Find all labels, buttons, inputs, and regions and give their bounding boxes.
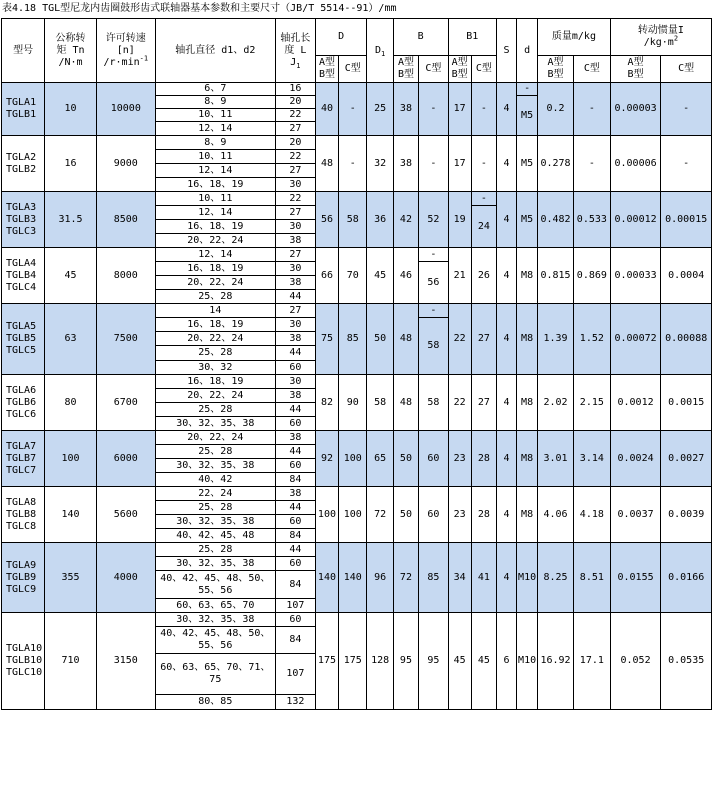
speed-cell: 6700 bbox=[96, 375, 155, 431]
bore-cell: 30、32、35、38 bbox=[155, 557, 275, 571]
col-speed-header: 许可转速 [n] $/r\cdot\min^{-1}$ bbox=[96, 19, 155, 83]
D1-cell: 128 bbox=[367, 613, 393, 710]
bore-cell: 60、63、65、70 bbox=[155, 599, 275, 613]
D-ab-cell: 82 bbox=[315, 375, 338, 431]
length-cell: 30 bbox=[275, 262, 315, 276]
torque-cell: 355 bbox=[45, 543, 97, 613]
col-torque-header: 公称转 矩 Tn /N·m bbox=[45, 19, 97, 83]
S-cell: 4 bbox=[497, 83, 517, 136]
B1-c-cell: 45 bbox=[471, 613, 496, 710]
table-row bbox=[2, 431, 712, 445]
table-row bbox=[2, 543, 712, 557]
inertia-c-cell: 0.00015 bbox=[661, 192, 712, 248]
S-cell: 4 bbox=[497, 192, 517, 248]
D-c-cell: - bbox=[339, 83, 367, 136]
bore-cell: 16、18、19 bbox=[155, 178, 275, 192]
d-cell: M8 bbox=[517, 248, 538, 304]
bore-cell: 30、32、35、38 bbox=[155, 613, 275, 627]
col-B1-header: B1 bbox=[448, 19, 496, 56]
bore-cell: 6、7 bbox=[155, 83, 275, 96]
model-cell: TGLA4 TGLB4 TGLC4 bbox=[2, 248, 45, 304]
bore-cell: 40、42 bbox=[155, 473, 275, 487]
speed-cell: 3150 bbox=[96, 613, 155, 710]
inertia-ab-cell: 0.00072 bbox=[610, 304, 661, 375]
sub-header-D-c: C型 bbox=[339, 56, 367, 83]
B-c-cell: 60 bbox=[419, 487, 448, 543]
bore-cell: 80、85 bbox=[155, 695, 275, 710]
model-cell: TGLA3 TGLB3 TGLC3 bbox=[2, 192, 45, 248]
bore-cell: 20、22、24 bbox=[155, 276, 275, 290]
bore-cell: 22、24 bbox=[155, 487, 275, 501]
model-cell: TGLA5 TGLB5 TGLC5 bbox=[2, 304, 45, 375]
length-cell: 27 bbox=[275, 248, 315, 262]
length-cell: 84 bbox=[275, 529, 315, 543]
bore-cell: 20、22、24 bbox=[155, 431, 275, 445]
length-cell: 38 bbox=[275, 389, 315, 403]
model-cell: TGLA6 TGLB6 TGLC6 bbox=[2, 375, 45, 431]
sub-header-mass-ab: A型 B型 bbox=[538, 56, 574, 83]
col-B-header: B bbox=[393, 19, 448, 56]
D-c-cell: 175 bbox=[339, 613, 367, 710]
speed-cell: 9000 bbox=[96, 136, 155, 192]
length-cell: 20 bbox=[275, 96, 315, 109]
sub-header-B1-c: C型 bbox=[471, 56, 496, 83]
table-row bbox=[2, 375, 712, 389]
length-cell: 60 bbox=[275, 557, 315, 571]
B1-ab-cell: 17 bbox=[448, 136, 471, 192]
bore-cell: 12、14 bbox=[155, 122, 275, 136]
B-c-cell: 60 bbox=[419, 431, 448, 487]
mass-ab-cell: 4.06 bbox=[538, 487, 574, 543]
S-cell: 4 bbox=[497, 304, 517, 375]
bore-cell: 30、32、35、38 bbox=[155, 459, 275, 473]
model-cell: TGLA8 TGLB8 TGLC8 bbox=[2, 487, 45, 543]
D-ab-cell: 140 bbox=[315, 543, 338, 613]
B-c-cell: 58 bbox=[419, 375, 448, 431]
length-cell: 22 bbox=[275, 109, 315, 122]
B1-ab-cell: 21 bbox=[448, 248, 471, 304]
mass-c-cell: 2.15 bbox=[573, 375, 610, 431]
D-ab-cell: 56 bbox=[315, 192, 338, 248]
B-c-top-cell: - bbox=[419, 248, 448, 262]
bore-cell: 25、28 bbox=[155, 543, 275, 557]
B-ab-cell: 95 bbox=[393, 613, 418, 710]
bore-cell: 10、11 bbox=[155, 192, 275, 206]
length-cell: 30 bbox=[275, 318, 315, 332]
inertia-ab-cell: 0.0012 bbox=[610, 375, 661, 431]
length-cell: 84 bbox=[275, 627, 315, 654]
mass-ab-cell: 0.815 bbox=[538, 248, 574, 304]
table-title: 表4.18 TGL型尼龙内齿圈鼓形齿式联轴器基本参数和主要尺寸（JB/T 5514--91）/mm bbox=[2, 3, 397, 14]
B1-c-cell: 28 bbox=[471, 487, 496, 543]
sub-header-B1-ab: A型 B型 bbox=[448, 56, 471, 83]
B1-ab-cell: 19 bbox=[448, 192, 471, 248]
D1-cell: 58 bbox=[367, 375, 393, 431]
col-S-header: S bbox=[497, 19, 517, 83]
bore-cell: 40、42、45、48、50、55、56 bbox=[155, 627, 275, 654]
B-ab-cell: 42 bbox=[393, 192, 418, 248]
mass-c-cell: 1.52 bbox=[573, 304, 610, 375]
B1-c-cell: 24 bbox=[471, 206, 496, 248]
S-cell: 4 bbox=[497, 248, 517, 304]
inertia-ab-cell: 0.0024 bbox=[610, 431, 661, 487]
bore-cell: 30、32、35、38 bbox=[155, 515, 275, 529]
model-cell: TGLA9 TGLB9 TGLC9 bbox=[2, 543, 45, 613]
S-cell: 4 bbox=[497, 375, 517, 431]
B-ab-cell: 46 bbox=[393, 248, 418, 304]
S-cell: 6 bbox=[497, 613, 517, 710]
speed-cell: 5600 bbox=[96, 487, 155, 543]
inertia-c-cell: - bbox=[661, 136, 712, 192]
B1-c-cell: 27 bbox=[471, 375, 496, 431]
mass-c-cell: 0.533 bbox=[573, 192, 610, 248]
length-cell: 44 bbox=[275, 501, 315, 515]
length-cell: 60 bbox=[275, 417, 315, 431]
speed-cell: 6000 bbox=[96, 431, 155, 487]
D1-cell: 32 bbox=[367, 136, 393, 192]
D-ab-cell: 92 bbox=[315, 431, 338, 487]
length-cell: 30 bbox=[275, 375, 315, 389]
D-c-cell: 90 bbox=[339, 375, 367, 431]
D1-cell: 96 bbox=[367, 543, 393, 613]
D-c-cell: 100 bbox=[339, 487, 367, 543]
B-c-cell: 56 bbox=[419, 262, 448, 304]
B-c-cell: 52 bbox=[419, 192, 448, 248]
D1-cell: 36 bbox=[367, 192, 393, 248]
bore-cell: 14 bbox=[155, 304, 275, 318]
bore-cell: 20、22、24 bbox=[155, 389, 275, 403]
mass-ab-cell: 3.01 bbox=[538, 431, 574, 487]
B1-ab-cell: 23 bbox=[448, 487, 471, 543]
D-ab-cell: 75 bbox=[315, 304, 338, 375]
sub-header-inertia-c: C型 bbox=[661, 56, 712, 83]
mass-ab-cell: 0.278 bbox=[538, 136, 574, 192]
length-cell: 44 bbox=[275, 403, 315, 417]
D-ab-cell: 40 bbox=[315, 83, 338, 136]
B1-c-cell: 27 bbox=[471, 304, 496, 375]
mass-ab-cell: 16.92 bbox=[538, 613, 574, 710]
D-c-cell: 85 bbox=[339, 304, 367, 375]
B-c-top-cell: - bbox=[419, 304, 448, 318]
model-cell: TGLA2 TGLB2 bbox=[2, 136, 45, 192]
bore-cell: 30、32 bbox=[155, 361, 275, 375]
inertia-c-cell: 0.0166 bbox=[661, 543, 712, 613]
speed-cell: 8000 bbox=[96, 248, 155, 304]
bore-cell: 60、63、65、70、71、75 bbox=[155, 654, 275, 695]
B-c-cell: 58 bbox=[419, 318, 448, 375]
B-ab-cell: 48 bbox=[393, 304, 418, 375]
col-D-header: D bbox=[315, 19, 367, 56]
S-cell: 4 bbox=[497, 431, 517, 487]
torque-cell: 63 bbox=[45, 304, 97, 375]
speed-cell: 8500 bbox=[96, 192, 155, 248]
table-row bbox=[2, 136, 712, 150]
B1-c-cell: - bbox=[471, 136, 496, 192]
speed-cell: 4000 bbox=[96, 543, 155, 613]
sub-header-B-ab: A型 B型 bbox=[393, 56, 418, 83]
length-cell: 44 bbox=[275, 290, 315, 304]
mass-ab-cell: 0.482 bbox=[538, 192, 574, 248]
table-row bbox=[2, 304, 712, 318]
length-cell: 44 bbox=[275, 346, 315, 361]
B-c-cell: - bbox=[419, 83, 448, 136]
col-mass-header: 质量m/kg bbox=[538, 19, 611, 56]
inertia-c-cell: 0.0535 bbox=[661, 613, 712, 710]
d-cell: M5 bbox=[517, 192, 538, 248]
col-model-header: 型号 bbox=[2, 19, 45, 83]
D1-cell: 50 bbox=[367, 304, 393, 375]
inertia-ab-cell: 0.052 bbox=[610, 613, 661, 710]
length-cell: 44 bbox=[275, 445, 315, 459]
length-cell: 107 bbox=[275, 654, 315, 695]
D1-cell: 25 bbox=[367, 83, 393, 136]
torque-cell: 10 bbox=[45, 83, 97, 136]
mass-ab-cell: 1.39 bbox=[538, 304, 574, 375]
inertia-c-cell: 0.0004 bbox=[661, 248, 712, 304]
B-ab-cell: 50 bbox=[393, 487, 418, 543]
B1-c-top-cell: - bbox=[471, 192, 496, 206]
D-ab-cell: 175 bbox=[315, 613, 338, 710]
torque-cell: 140 bbox=[45, 487, 97, 543]
col-inertia-header: 转动惯量I $/kg\cdot m^2$ bbox=[610, 19, 711, 56]
inertia-c-cell: 0.0039 bbox=[661, 487, 712, 543]
length-cell: 16 bbox=[275, 83, 315, 96]
torque-cell: 80 bbox=[45, 375, 97, 431]
length-cell: 22 bbox=[275, 192, 315, 206]
B-c-cell: - bbox=[419, 136, 448, 192]
mass-c-cell: 4.18 bbox=[573, 487, 610, 543]
B1-ab-cell: 22 bbox=[448, 304, 471, 375]
B1-c-cell: 41 bbox=[471, 543, 496, 613]
bore-cell: 12、14 bbox=[155, 206, 275, 220]
S-cell: 4 bbox=[497, 543, 517, 613]
torque-cell: 710 bbox=[45, 613, 97, 710]
length-cell: 44 bbox=[275, 543, 315, 557]
D-ab-cell: 66 bbox=[315, 248, 338, 304]
inertia-c-cell: 0.0015 bbox=[661, 375, 712, 431]
col-d-header: d bbox=[517, 19, 538, 83]
torque-cell: 31.5 bbox=[45, 192, 97, 248]
bore-cell: 10、11 bbox=[155, 150, 275, 164]
B-c-cell: 95 bbox=[419, 613, 448, 710]
D-ab-cell: 48 bbox=[315, 136, 338, 192]
bore-cell: 12、14 bbox=[155, 248, 275, 262]
length-cell: 27 bbox=[275, 304, 315, 318]
speed-cell: 10000 bbox=[96, 83, 155, 136]
B1-ab-cell: 23 bbox=[448, 431, 471, 487]
D-c-cell: 58 bbox=[339, 192, 367, 248]
table-row bbox=[2, 83, 712, 96]
D-c-cell: 100 bbox=[339, 431, 367, 487]
inertia-c-cell: - bbox=[661, 83, 712, 136]
B-c-cell: 85 bbox=[419, 543, 448, 613]
d-cell: M5 bbox=[517, 136, 538, 192]
length-cell: 22 bbox=[275, 150, 315, 164]
length-cell: 27 bbox=[275, 206, 315, 220]
col-D1-header: $D_1$ bbox=[367, 19, 393, 83]
sub-header-D-ab: A型 B型 bbox=[315, 56, 338, 83]
bore-cell: 16、18、19 bbox=[155, 220, 275, 234]
mass-c-cell: - bbox=[573, 83, 610, 136]
B1-c-cell: - bbox=[471, 83, 496, 136]
length-cell: 60 bbox=[275, 613, 315, 627]
length-cell: 27 bbox=[275, 122, 315, 136]
table-row bbox=[2, 248, 712, 262]
length-cell: 38 bbox=[275, 234, 315, 248]
bore-cell: 16、18、19 bbox=[155, 262, 275, 276]
length-cell: 107 bbox=[275, 599, 315, 613]
B1-ab-cell: 22 bbox=[448, 375, 471, 431]
d-cell: M5 bbox=[517, 96, 538, 136]
sub-header-mass-c: C型 bbox=[573, 56, 610, 83]
bore-cell: 25、28 bbox=[155, 501, 275, 515]
d-cell: M8 bbox=[517, 375, 538, 431]
D-c-cell: 140 bbox=[339, 543, 367, 613]
d-top-cell: - bbox=[517, 83, 538, 96]
sub-header-inertia-ab: A型 B型 bbox=[610, 56, 661, 83]
d-cell: M8 bbox=[517, 431, 538, 487]
mass-c-cell: 0.869 bbox=[573, 248, 610, 304]
D1-cell: 45 bbox=[367, 248, 393, 304]
bore-cell: 20、22、24 bbox=[155, 234, 275, 248]
length-cell: 20 bbox=[275, 136, 315, 150]
length-cell: 38 bbox=[275, 487, 315, 501]
bore-cell: 16、18、19 bbox=[155, 375, 275, 389]
inertia-ab-cell: 0.00006 bbox=[610, 136, 661, 192]
length-cell: 60 bbox=[275, 361, 315, 375]
col-bore-header: 轴孔直径 d1、d2 bbox=[155, 19, 275, 83]
table-row bbox=[2, 613, 712, 627]
length-cell: 27 bbox=[275, 164, 315, 178]
mass-c-cell: 17.1 bbox=[573, 613, 610, 710]
B-ab-cell: 72 bbox=[393, 543, 418, 613]
inertia-ab-cell: 0.00003 bbox=[610, 83, 661, 136]
torque-cell: 45 bbox=[45, 248, 97, 304]
bore-cell: 25、28 bbox=[155, 403, 275, 417]
B1-ab-cell: 45 bbox=[448, 613, 471, 710]
D1-cell: 65 bbox=[367, 431, 393, 487]
bore-cell: 40、42、45、48、50、55、56 bbox=[155, 571, 275, 599]
mass-ab-cell: 0.2 bbox=[538, 83, 574, 136]
torque-cell: 100 bbox=[45, 431, 97, 487]
torque-cell: 16 bbox=[45, 136, 97, 192]
bore-cell: 10、11 bbox=[155, 109, 275, 122]
length-cell: 132 bbox=[275, 695, 315, 710]
length-cell: 38 bbox=[275, 332, 315, 346]
B-ab-cell: 48 bbox=[393, 375, 418, 431]
B1-c-cell: 28 bbox=[471, 431, 496, 487]
inertia-c-cell: 0.0027 bbox=[661, 431, 712, 487]
header-row-1 bbox=[2, 19, 712, 56]
D-c-cell: - bbox=[339, 136, 367, 192]
length-cell: 60 bbox=[275, 515, 315, 529]
d-cell: M10 bbox=[517, 613, 538, 710]
inertia-ab-cell: 0.00033 bbox=[610, 248, 661, 304]
bore-cell: 8、9 bbox=[155, 136, 275, 150]
bore-cell: 20、22、24 bbox=[155, 332, 275, 346]
bore-cell: 40、42、45、48 bbox=[155, 529, 275, 543]
B1-ab-cell: 17 bbox=[448, 83, 471, 136]
length-cell: 60 bbox=[275, 459, 315, 473]
inertia-ab-cell: 0.00012 bbox=[610, 192, 661, 248]
B-ab-cell: 38 bbox=[393, 136, 418, 192]
d-cell: M10 bbox=[517, 543, 538, 613]
col-length-header: 轴孔长 度 L $J_1$ bbox=[275, 19, 315, 83]
D-c-cell: 70 bbox=[339, 248, 367, 304]
model-cell: TGLA1 TGLB1 bbox=[2, 83, 45, 136]
D1-cell: 72 bbox=[367, 487, 393, 543]
model-cell: TGLA10 TGLB10 TGLC10 bbox=[2, 613, 45, 710]
length-cell: 84 bbox=[275, 571, 315, 599]
speed-cell: 7500 bbox=[96, 304, 155, 375]
model-cell: TGLA7 TGLB7 TGLC7 bbox=[2, 431, 45, 487]
bore-cell: 16、18、19 bbox=[155, 318, 275, 332]
mass-ab-cell: 8.25 bbox=[538, 543, 574, 613]
inertia-c-cell: 0.00088 bbox=[661, 304, 712, 375]
bore-cell: 12、14 bbox=[155, 164, 275, 178]
d-cell: M8 bbox=[517, 487, 538, 543]
bore-cell: 30、32、35、38 bbox=[155, 417, 275, 431]
mass-c-cell: 8.51 bbox=[573, 543, 610, 613]
S-cell: 4 bbox=[497, 487, 517, 543]
D-ab-cell: 100 bbox=[315, 487, 338, 543]
coupling-spec-table bbox=[1, 18, 712, 710]
length-cell: 30 bbox=[275, 178, 315, 192]
length-cell: 84 bbox=[275, 473, 315, 487]
d-cell: M8 bbox=[517, 304, 538, 375]
sub-header-B-c: C型 bbox=[419, 56, 448, 83]
inertia-ab-cell: 0.0037 bbox=[610, 487, 661, 543]
inertia-ab-cell: 0.0155 bbox=[610, 543, 661, 613]
bore-cell: 8、9 bbox=[155, 96, 275, 109]
length-cell: 30 bbox=[275, 220, 315, 234]
table-row bbox=[2, 487, 712, 501]
mass-ab-cell: 2.02 bbox=[538, 375, 574, 431]
B-ab-cell: 50 bbox=[393, 431, 418, 487]
bore-cell: 25、28 bbox=[155, 445, 275, 459]
length-cell: 38 bbox=[275, 276, 315, 290]
mass-c-cell: - bbox=[573, 136, 610, 192]
table-row bbox=[2, 192, 712, 206]
bore-cell: 25、28 bbox=[155, 346, 275, 361]
B1-ab-cell: 34 bbox=[448, 543, 471, 613]
length-cell: 38 bbox=[275, 431, 315, 445]
mass-c-cell: 3.14 bbox=[573, 431, 610, 487]
bore-cell: 25、28 bbox=[155, 290, 275, 304]
B-ab-cell: 38 bbox=[393, 83, 418, 136]
S-cell: 4 bbox=[497, 136, 517, 192]
B1-c-cell: 26 bbox=[471, 248, 496, 304]
